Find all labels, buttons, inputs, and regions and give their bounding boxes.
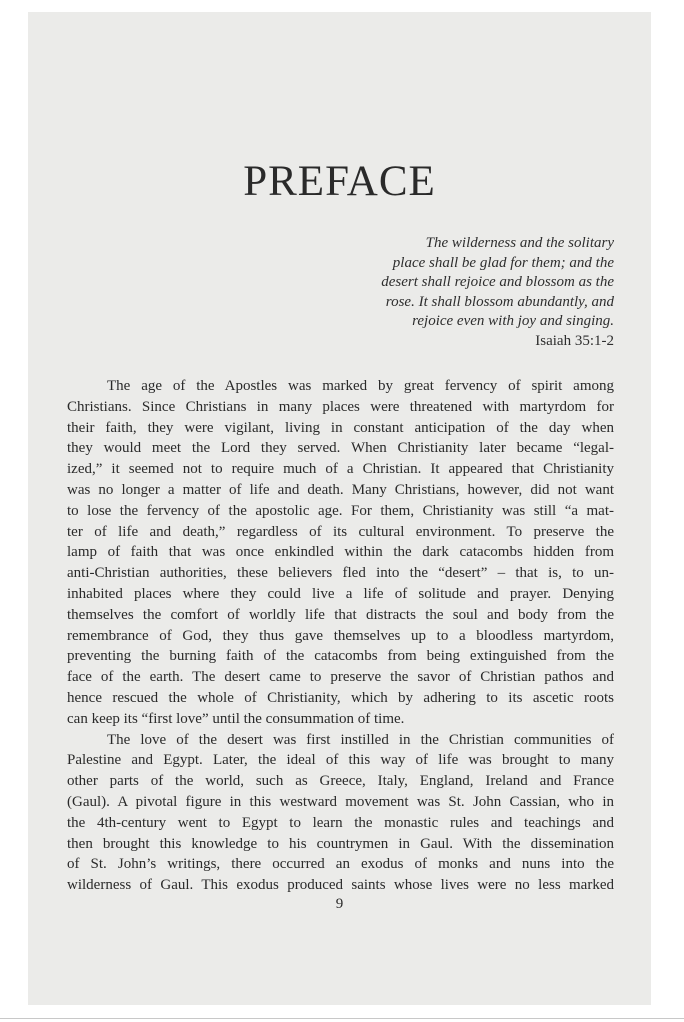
- text-line: The age of the Apostles was marked by great fervency of spirit among: [107, 378, 614, 394]
- epigraph-line: place shall be glad for them; and the: [392, 254, 614, 271]
- epigraph-line: rose. It shall blossom abundantly, and: [385, 293, 614, 310]
- text-line: the 4th-century went to Egypt to learn the monastic rules and teachings and: [67, 814, 614, 831]
- text-line: of St. John’s writings, there occurred an exodus of monks and nuns into the: [67, 856, 614, 873]
- text-line: hence rescued the whole of Christianity, which by adhering to its ascetic roots: [67, 689, 614, 706]
- page-title: PREFACE: [243, 158, 436, 205]
- bottom-divider: [0, 1018, 684, 1019]
- epigraph-line: rejoice even with joy and singing.: [412, 313, 614, 330]
- paragraph-1: [67, 376, 614, 730]
- text-line: can keep its “first love” until the consummation of time.: [67, 710, 405, 727]
- text-line: themselves the comfort of worldly life that distracts the soul and body from the: [67, 606, 614, 623]
- book-page: [28, 12, 651, 1005]
- epigraph-citation: Isaiah 35:1-2: [535, 332, 614, 349]
- text-line: (Gaul). A pivotal figure in this westward movement was St. John Cassian, who in: [67, 793, 614, 810]
- epigraph: [318, 234, 614, 352]
- text-line: Christians. Since Christians in many places were threatened with martyrdom for: [67, 398, 614, 415]
- epigraph-quote: [318, 234, 614, 332]
- text-line: remembrance of God, they thus gave themselves up to a bloodless martyrdom,: [67, 627, 614, 644]
- text-line: preventing the burning faith of the catacombs from being extinguished from the: [67, 648, 614, 665]
- text-line: Palestine and Egypt. Later, the ideal of this way of life was brought to many: [67, 752, 614, 769]
- text-line: ized,” it seemed not to require much of a Christian. It appeared that Christianity: [67, 461, 614, 478]
- paragraph-2: [67, 730, 614, 896]
- text-line: to lose the fervency of the apostolic age. For them, Christianity was still “a mat-: [67, 502, 614, 519]
- page-number: 9: [335, 896, 344, 912]
- text-line: wilderness of Gaul. This exodus produced saints whose lives were no less marked: [67, 877, 614, 894]
- preface-body: [67, 376, 614, 896]
- text-line: face of the earth. The desert came to preserve the savor of Christian pathos and: [67, 669, 614, 686]
- text-line: The love of the desert was first instilled in the Christian communities of: [107, 731, 614, 748]
- text-line: anti-Christian authorities, these believers fled into the “desert” – that is, to un-: [67, 565, 614, 582]
- text-line: then brought this knowledge to his countrymen in Gaul. With the dissemination: [67, 835, 614, 852]
- text-line: their faith, they were vigilant, living in constant anticipation of the day when: [67, 419, 614, 436]
- text-line: inhabited places where they could live a life of solitude and prayer. Denying: [67, 585, 614, 602]
- text-line: was no longer a matter of life and death. Many Christians, however, did not want: [67, 481, 614, 498]
- text-line: ter of life and death,” regardless of its cultural environment. To preserve the: [67, 523, 614, 540]
- epigraph-line: desert shall rejoice and blossom as the: [381, 274, 614, 291]
- text-line: they would meet the Lord they served. When Christianity later became “legal-: [67, 440, 614, 457]
- text-line: lamp of faith that was once enkindled within the dark catacombs hidden from: [67, 544, 614, 561]
- epigraph-line: The wilderness and the solitary: [425, 235, 614, 251]
- text-line: other parts of the world, such as Greece, Italy, England, Ireland and France: [67, 773, 614, 790]
